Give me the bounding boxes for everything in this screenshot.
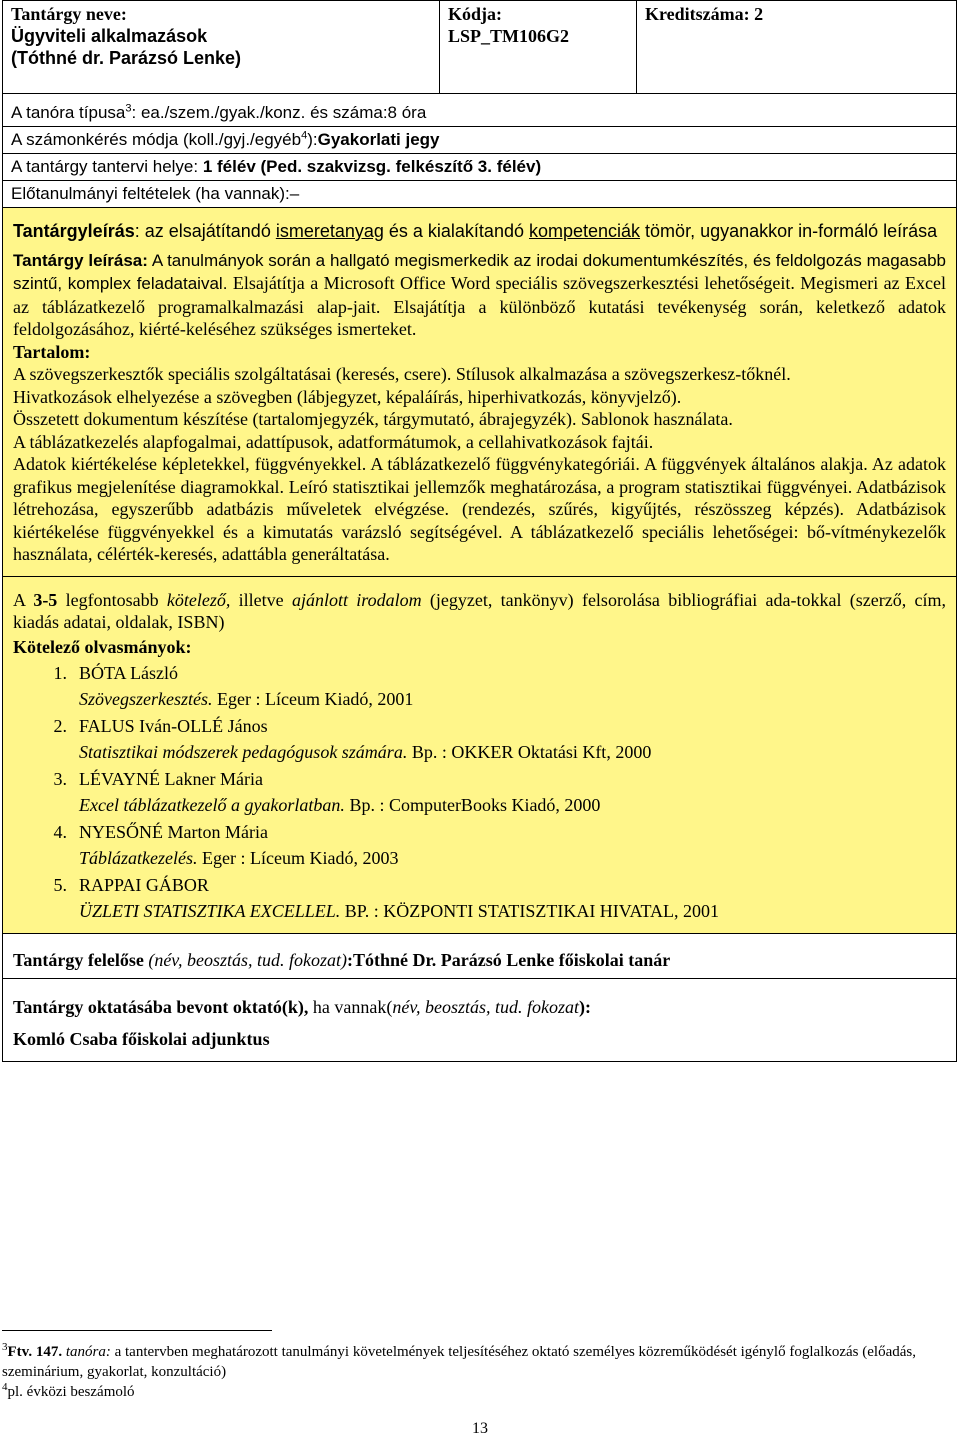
book-author: FALUS Iván-OLLÉ János	[79, 715, 268, 736]
book-item	[13, 660, 946, 713]
credits-label: Kreditszáma: 2	[645, 4, 764, 24]
code-cell	[440, 1, 637, 94]
book-number: 2.	[53, 715, 67, 736]
literature-intro-recommended: ajánlott irodalom	[291, 589, 422, 610]
book-number: 1.	[53, 662, 67, 683]
content-item-3: Összetett dokumentum készítése (tartalomjegyzék, tárgymutató, ábrajegyzék). Sablonok használata.	[13, 409, 733, 429]
lesson-type-row	[3, 94, 957, 127]
book-title: Excel táblázatkezelő a gyakorlatban.	[79, 795, 345, 815]
book-list	[13, 660, 946, 925]
teachers-label: Tantárgy oktatásába bevont oktató(k),	[13, 996, 309, 1017]
lesson-type-value: : ea./szem./gyak./konz. és száma:8 óra	[131, 103, 427, 122]
place-row	[3, 154, 957, 181]
responsible-paren: (név, beosztás, tud. fokozat)	[143, 949, 347, 970]
literature-intro-d: (jegyzet, tankönyv) felsorolása bibliográfiai ada-tokkal (szerző, cím, kiadás adatai, oldalak, ISBN)	[13, 589, 946, 632]
subject-label: Tantárgy neve:	[11, 4, 127, 24]
subject-name: Ügyviteli alkalmazások	[11, 26, 208, 46]
prereq-text: Előtanulmányi feltételek (ha vannak):–	[11, 184, 300, 203]
book-publisher: Bp. : OKKER Oktatási Kft, 2000	[407, 742, 652, 762]
subject-cell	[3, 1, 440, 94]
place-label: A tantárgy tantervi helye:	[11, 157, 203, 176]
lesson-type-label: A tanóra típusa	[11, 103, 126, 122]
book-title: Szövegszerkesztés.	[79, 689, 213, 709]
book-title: Statisztikai módszerek pedagógusok számára.	[79, 742, 408, 762]
teachers-paren: név, beosztás, tud. fokozat	[392, 996, 579, 1017]
description-intro-label: Tantárgyleírás	[13, 221, 135, 241]
content-label: Tartalom:	[13, 341, 91, 362]
literature-intro-a: A	[13, 589, 34, 610]
book-item	[13, 713, 946, 766]
teachers-value: Komló Csaba főiskolai adjunktus	[13, 1028, 270, 1049]
teachers-text-a: ha vannak(	[308, 996, 393, 1017]
course-table	[2, 0, 957, 1062]
book-number: 4.	[53, 821, 67, 842]
literature-intro-c: illetve	[230, 589, 292, 610]
required-readings-label: Kötelező olvasmányok:	[13, 636, 192, 657]
description-intro-text-a: : az elsajátítandó	[134, 221, 276, 241]
description-intro-text-c: tömör, ugyanakkor in-formáló leírása	[640, 221, 938, 241]
book-publisher: Eger : Líceum Kiadó, 2003	[197, 848, 399, 868]
description-text-sans: A tanulmányok során a hallgató megismerkedik az irodai dokumentumkészítés, és feldolgozás magasabb szintű, komplex feladataival.	[13, 250, 946, 293]
content-item-2: Hivatkozások elhelyezése a szövegben (lábjegyzet, képaláírás, hiperhivatkozás, könyvjelző).	[13, 386, 682, 407]
footnote-3-ref: Ftv. 147.	[7, 1344, 63, 1360]
content-item-5: Adatok kiértékelése képletekkel, függvényekkel. A táblázatkezelő függvénykategóriái. A függvények általános alakja. Az adatok grafikus megjelenítése diagramokkal. Leíró statisztikai jellemzők meghatározása, a program statisztikai függvényei. Adatbázisok létrehozása, egyszerűbb adatbázis műveletek elvégzése. (rendezés, szűrés, kigyűjtés, részösszeg képzés). Adatbázisok kiértékelése függvényekkel és a kimutatás varázsló segítségével. A táblázatkezelő speciális lehetőségei: bő-vítménykezelők használata, célérték-keresés, adattábla generáltatása.	[13, 454, 946, 564]
book-publisher: Bp. : ComputerBooks Kiadó, 2000	[344, 795, 601, 815]
exam-colon: ):	[307, 130, 318, 149]
link-kompetenciak[interactable]: kompetenciák	[528, 221, 641, 241]
description-intro-text-b: és a kialakítandó	[383, 221, 529, 241]
book-number: 3.	[53, 768, 67, 789]
book-publisher: Eger : Líceum Kiadó, 2001	[212, 689, 414, 709]
literature-intro-required: kötelező,	[166, 589, 231, 610]
responsible-cell	[3, 933, 957, 978]
responsible-label: Tantárgy felelőse	[13, 949, 144, 970]
place-value: 1 félév (Ped. szakvizsg. felkészítő 3. félév)	[202, 157, 542, 176]
subject-owner: (Tóthné dr. Parázsó Lenke)	[11, 48, 242, 68]
teachers-text-b: ):	[579, 996, 591, 1017]
book-item	[13, 872, 946, 925]
footnotes	[0, 1318, 960, 1402]
literature-intro-b: legfontosabb	[57, 589, 167, 610]
literature-intro	[13, 589, 946, 634]
prereq-row	[3, 181, 957, 208]
footnote-4-text: pl. évközi beszámoló	[7, 1384, 135, 1400]
book-item	[13, 819, 946, 872]
description-text: Elsajátítja a Microsoft Office Word speciális szövegszerkesztési lehetőségeit. Megismeri az Excel az táblázatkezelő programalkalmazási alap-jait. Elsajátítja a különböző kutatási tevékenység során, keletkező adatok feldolgozásához, kiérté-keléséhez szükséges ismerteket.	[13, 273, 946, 339]
footnote-3-marker: 3	[2, 1341, 8, 1353]
code-label: Kódja:	[448, 4, 502, 24]
description-cell	[3, 208, 957, 577]
code-value: LSP_TM106G2	[448, 26, 570, 46]
footnote-3-text: a tantervben meghatározott tanulmányi követelmények teljesítéséhez oktató személyes közreműködését igénylő foglalkozás (előadás, szeminárium, gyakorlat, konzultáció)	[2, 1344, 916, 1380]
responsible-value: :Tóthné Dr. Parázsó Lenke főiskolai tanár	[346, 949, 671, 970]
exam-label: A számonkérés módja (koll./gyj./egyéb	[11, 130, 302, 149]
page-number: 13	[472, 1420, 488, 1437]
teachers-cell	[3, 978, 957, 1061]
book-author: LÉVAYNÉ Lakner Mária	[79, 768, 263, 789]
literature-cell	[3, 576, 957, 933]
book-publisher: BP. : KÖZPONTI STATISZTIKAI HIVATAL, 2001	[340, 901, 720, 921]
book-item	[13, 766, 946, 819]
book-author: BÓTA László	[79, 662, 179, 683]
footnote-ref-4: 4	[301, 129, 308, 142]
book-title: ÜZLETI STATISZTIKA EXCELLEL.	[79, 901, 341, 921]
book-title: Táblázatkezelés.	[79, 848, 198, 868]
book-author: NYESŐNÉ Marton Mária	[79, 821, 268, 842]
link-ismeretanyag[interactable]: ismeretanyag	[275, 221, 384, 241]
description-label: Tantárgy leírása:	[13, 250, 148, 270]
content-item-1: A szövegszerkesztők speciális szolgáltatásai (keresés, csere). Stílusok alkalmazása a szövegszerkesz-tőknél.	[13, 364, 791, 384]
book-number: 5.	[53, 874, 67, 895]
content-item-4: A táblázatkezelés alapfogalmai, adattípusok, adatformátumok, a cellahivatkozások fajtái.	[13, 431, 654, 452]
exam-row	[3, 127, 957, 154]
footnote-ref-3: 3	[125, 102, 132, 115]
credits-cell	[637, 1, 957, 94]
footnote-4-marker: 4	[2, 1381, 8, 1393]
literature-intro-count: 3-5	[33, 589, 58, 610]
book-author: RAPPAI GÁBOR	[79, 874, 209, 895]
footnote-3-term: tanóra:	[65, 1344, 111, 1360]
exam-value: Gyakorlati jegy	[317, 130, 440, 149]
